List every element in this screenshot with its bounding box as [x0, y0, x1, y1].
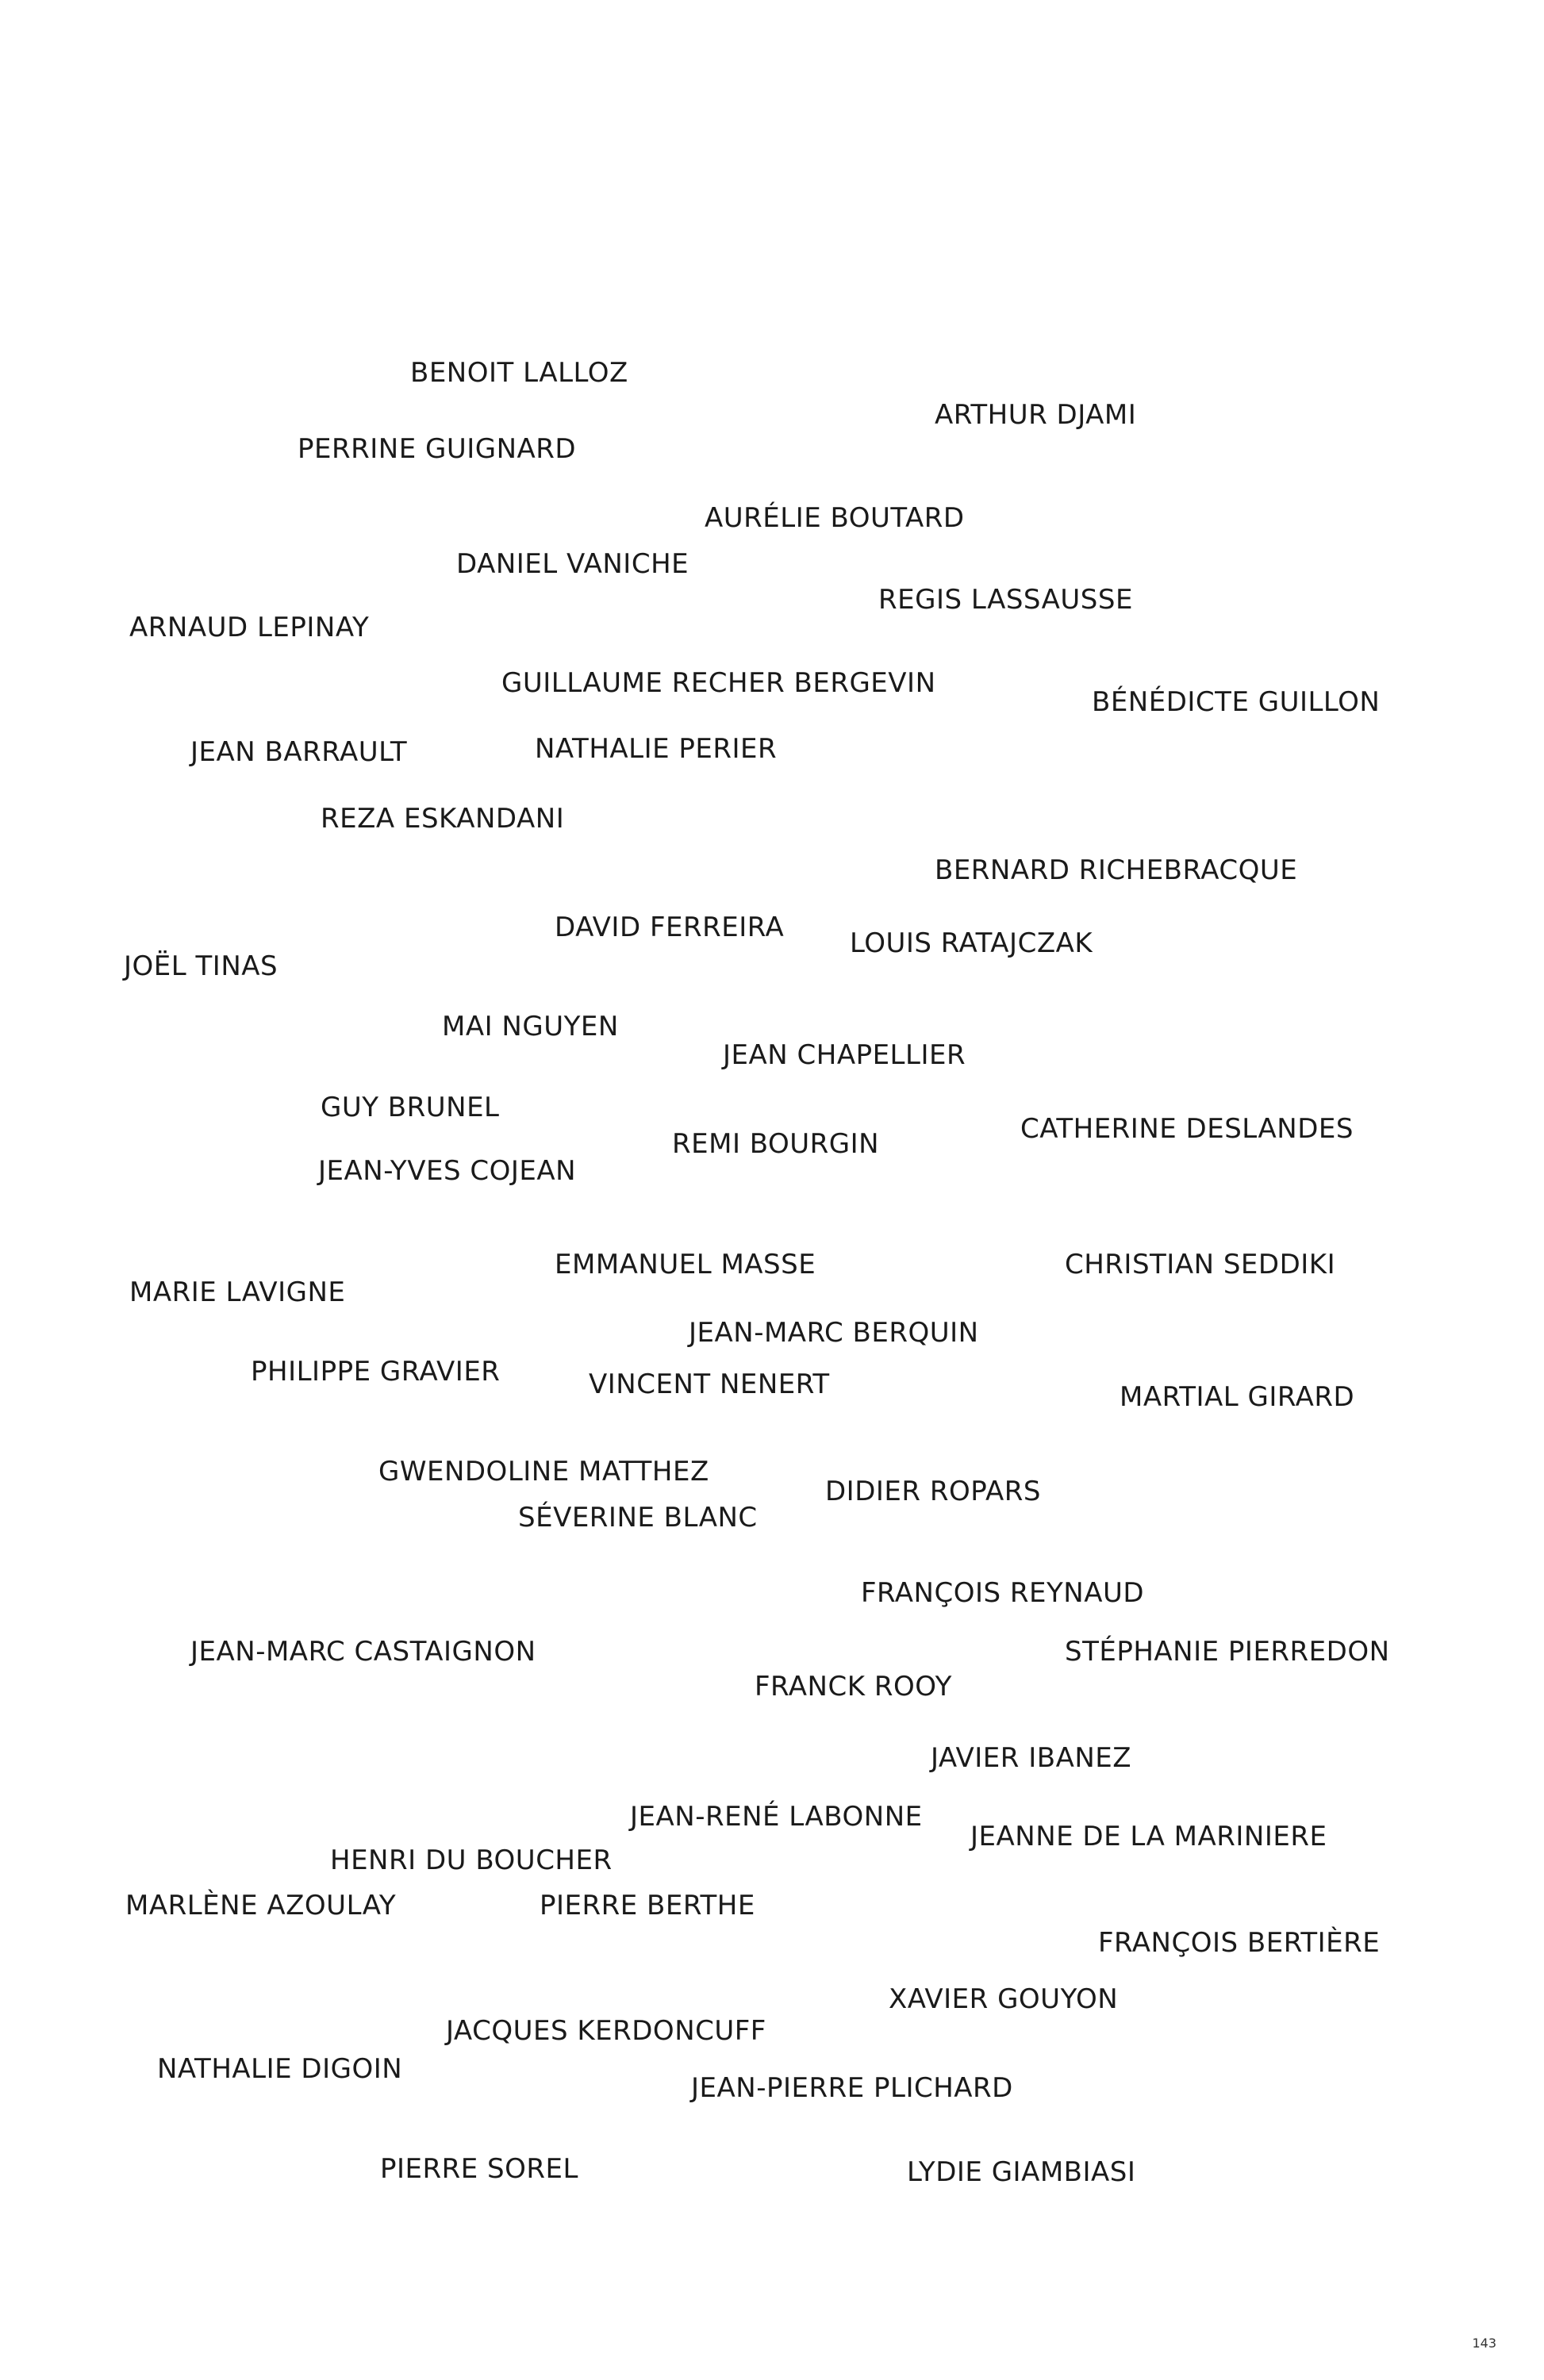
- name-entry: MAI NGUYEN: [442, 1011, 619, 1042]
- name-entry: VINCENT NENERT: [589, 1368, 830, 1400]
- name-entry: NATHALIE PERIER: [535, 733, 778, 765]
- name-entry: MARLÈNE AZOULAY: [125, 1890, 397, 1921]
- name-entry: REGIS LASSAUSSE: [878, 584, 1133, 616]
- name-entry: PERRINE GUIGNARD: [298, 433, 577, 465]
- name-entry: BÉNÉDICTE GUILLON: [1092, 686, 1381, 718]
- name-entry: JEAN-PIERRE PLICHARD: [691, 2072, 1013, 2104]
- name-entry: JOËL TINAS: [124, 950, 278, 982]
- name-entry: JEAN-MARC CASTAIGNON: [190, 1636, 536, 1668]
- name-entry: GWENDOLINE MATTHEZ: [378, 1456, 709, 1488]
- name-entry: JEAN CHAPELLIER: [723, 1039, 966, 1071]
- page-number: 143: [1472, 2336, 1496, 2351]
- name-entry: STÉPHANIE PIERREDON: [1065, 1636, 1390, 1668]
- name-entry: ARTHUR DJAMI: [935, 399, 1137, 431]
- name-entry: PIERRE BERTHE: [540, 1890, 755, 1921]
- name-entry: DAVID FERREIRA: [555, 912, 785, 943]
- name-entry: JEANNE DE LA MARINIERE: [970, 1821, 1327, 1852]
- name-entry: JACQUES KERDONCUFF: [446, 2015, 766, 2047]
- name-entry: LOUIS RATAJCZAK: [850, 927, 1093, 959]
- name-entry: DANIEL VANICHE: [456, 548, 689, 580]
- name-entry: NATHALIE DIGOIN: [157, 2053, 403, 2085]
- name-entry: HENRI DU BOUCHER: [330, 1844, 613, 1876]
- name-entry: MARIE LAVIGNE: [129, 1276, 346, 1308]
- name-entry: LYDIE GIAMBIASI: [907, 2156, 1136, 2188]
- name-entry: CHRISTIAN SEDDIKI: [1065, 1249, 1336, 1280]
- name-entry: FRANÇOIS REYNAUD: [861, 1577, 1145, 1609]
- name-entry: JEAN-MARC BERQUIN: [689, 1317, 979, 1349]
- name-entry: BENOIT LALLOZ: [410, 357, 628, 389]
- name-entry: ARNAUD LEPINAY: [129, 612, 370, 643]
- name-entry: REZA ESKANDANI: [321, 803, 565, 835]
- name-entry: DIDIER ROPARS: [825, 1476, 1042, 1507]
- name-entry: EMMANUEL MASSE: [555, 1249, 816, 1280]
- name-entry: JAVIER IBANEZ: [931, 1742, 1132, 1774]
- name-entry: JEAN-YVES COJEAN: [318, 1155, 577, 1187]
- name-entry: XAVIER GOUYON: [889, 1983, 1119, 2015]
- name-entry: JEAN BARRAULT: [190, 736, 408, 768]
- name-entry: SÉVERINE BLANC: [518, 1502, 758, 1534]
- name-entry: CATHERINE DESLANDES: [1020, 1113, 1354, 1145]
- name-entry: AURÉLIE BOUTARD: [705, 502, 965, 534]
- name-entry: JEAN-RENÉ LABONNE: [630, 1801, 923, 1833]
- name-entry: FRANCK ROOY: [755, 1671, 952, 1702]
- name-entry: PIERRE SOREL: [380, 2153, 578, 2185]
- name-entry: PHILIPPE GRAVIER: [251, 1356, 501, 1388]
- name-entry: FRANÇOIS BERTIÈRE: [1098, 1927, 1381, 1959]
- name-entry: REMI BOURGIN: [672, 1128, 880, 1160]
- name-entry: BERNARD RICHEBRACQUE: [935, 854, 1298, 886]
- name-entry: GUY BRUNEL: [321, 1092, 500, 1123]
- name-entry: GUILLAUME RECHER BERGEVIN: [501, 667, 936, 699]
- name-entry: MARTIAL GIRARD: [1120, 1381, 1355, 1413]
